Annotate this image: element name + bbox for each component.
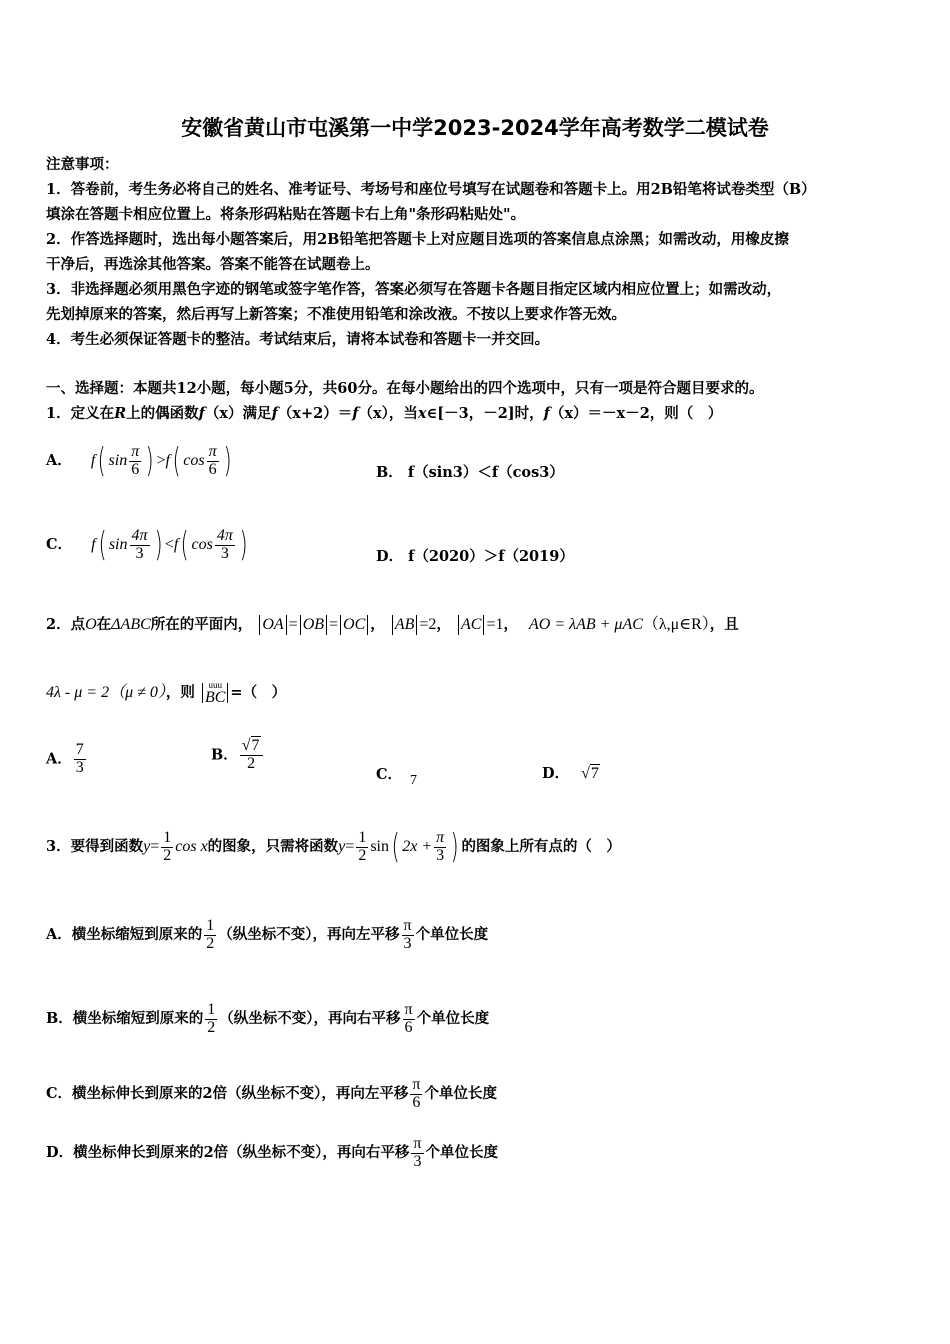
q2-text: 2．点 [46, 616, 86, 633]
option-label: C． [376, 766, 403, 783]
vec-OB: OB [302, 616, 325, 633]
fraction: $\frac{4\pi}{3}$ [216, 526, 233, 562]
q1-x: x [417, 405, 427, 422]
q3-option-b: B．横坐标缩短到原来的 $\frac{1}{2}$ （纵坐标不变），再向右平移 $\frac{\pi}{6}$ 个单位长度 [46, 1000, 490, 1036]
func-f: f [90, 452, 96, 469]
fraction: $\frac{\pi}{6}$ [131, 442, 140, 478]
q2-option-b [211, 738, 265, 773]
notice-heading: 注意事项： [46, 156, 119, 173]
vec-OA: OA [262, 616, 284, 633]
section-heading: 一、选择题：本题共12小题，每小题5分，共60分。在每小题给出的四个选项中，只有一项是符合题目要求的。 [46, 380, 764, 397]
vec-AB: AB [394, 616, 415, 633]
sin-label: sin [108, 452, 128, 469]
page-title: 安徽省黄山市屯溪第一中学2023-2024学年高考数学二模试卷 [181, 116, 769, 140]
sqrt: √7 [581, 765, 599, 782]
q1-text: （x+2）＝ [277, 405, 353, 422]
notice-line-6: 先划掉原来的答案，然后再写上新答案；不准使用铅笔和涂改液。不按以上要求作答无效。 [46, 306, 626, 323]
question-2-stem: 2．点O在ΔABC所在的平面内， OA = OB = OC ， AB =2， AC =1， AO = λAB + μAC（λ,μ∈R），且 [46, 616, 739, 633]
q1-text: （x），当 [358, 405, 418, 422]
q3-text: 3．要得到函数 [46, 838, 144, 855]
question-2-stem-cont: 4λ - μ = 2（μ ≠ 0），则 uuu BC =（ ） [46, 679, 287, 706]
notice-line-2: 填涂在答题卡相应位置上。将条形码粘贴在答题卡右上角"条形码粘贴处"。 [46, 206, 526, 223]
vec-OC: OC [343, 616, 366, 633]
q2-condition: （λ,μ∈R） [642, 616, 710, 633]
q1-f: f [352, 405, 359, 422]
q2-O: O [85, 616, 97, 633]
q1-text: 1．定义在 [46, 405, 115, 422]
notice-line-5: 3．非选择题必须用黑色字迹的钢笔或签字笔作答，答案必须写在答题卡各题目指定区域内相应位置上；如需改动， [46, 281, 782, 298]
vec-AC: AC [460, 616, 482, 633]
q1-text: （x）满足 [204, 405, 272, 422]
fraction: $\frac{\pi}{6}$ [412, 1075, 421, 1111]
q3-option-c: C．横坐标伸长到原来的2倍（纵坐标不变），再向左平移 $\frac{\pi}{6}$ 个单位长度 [46, 1075, 497, 1111]
q2-equation: 4λ - μ = 2（μ ≠ 0） [46, 684, 166, 701]
option-label: A． [46, 452, 72, 469]
q3-text: 的图象上所有点的（ ） [461, 838, 621, 855]
fraction: $\frac{\pi}{6}$ [208, 442, 217, 478]
func-f: f [173, 536, 179, 553]
option-label: A． [46, 750, 72, 768]
question-3-stem: 3．要得到函数y= $\frac{1}{2}$ cos x的图象，只需将函数y= $\frac{1}{2}$ sin( 2x + $\frac{\pi}{3}$ ) 的图象上所有点的（ ） [46, 827, 621, 867]
func-f: f [91, 536, 96, 553]
option-label: D． [376, 548, 404, 565]
q1-text: ∈[－3，－2]时， [426, 405, 544, 422]
sin-label: sin [108, 536, 128, 553]
fraction: $\frac{\pi}{3}$ [413, 1134, 422, 1170]
func-f: f [165, 452, 170, 469]
q1-f: f [271, 405, 278, 422]
q2-triangle: ΔABC [111, 616, 151, 633]
option-text: f（2020）＞f（2019） [408, 548, 574, 565]
fraction: $\frac{\pi}{6}$ [404, 1000, 413, 1036]
q1-option-d [376, 545, 574, 566]
fraction: $\frac{1}{2}$ [206, 916, 215, 952]
fraction: $\frac{7}{3}$ [75, 741, 84, 776]
fraction: $\frac{1}{2}$ [207, 1000, 216, 1036]
q2-option-c: C． 7 [376, 766, 418, 788]
q2-text: 在 [96, 616, 112, 633]
q3-text: 的图象，只需将函数 [207, 838, 339, 855]
less-sign: < [164, 536, 174, 553]
q2-option-d [542, 762, 600, 783]
option-label: D． [542, 765, 570, 782]
vec-equation: AO = λAB + μAC [529, 616, 643, 633]
notice-line-4: 干净后，再选涂其他答案。答案不能答在试题卷上。 [46, 256, 380, 273]
q1-R: R [114, 405, 127, 422]
greater-sign: > [156, 452, 166, 469]
q1-option-c: C． f( sin $\frac{4\pi}{3}$ ) <f( cos $\frac{4\pi}{3}$ ) [46, 525, 248, 565]
sqrt: √7 [241, 737, 260, 754]
q3-option-a: A．横坐标缩短到原来的 $\frac{1}{2}$ （纵坐标不变），再向左平移 $\frac{\pi}{3}$ 个单位长度 [46, 916, 489, 952]
fraction: $\frac{\pi}{3}$ [403, 916, 412, 952]
question-1-stem [46, 402, 722, 423]
notice-line-7: 4．考生必须保证答题卡的整洁。考试结束后，请将本试卷和答题卡一并交回。 [46, 331, 550, 348]
option-label: C． [46, 536, 73, 553]
cos-label: cos [191, 536, 213, 553]
fraction: $\frac{√7}{2}$ [240, 738, 263, 773]
q1-f: f [198, 405, 205, 422]
option-label: B． [376, 464, 403, 481]
fraction: $\frac{\pi}{3}$ [436, 828, 445, 864]
fraction: $\frac{1}{2}$ [163, 828, 172, 864]
option-label: B． [211, 746, 238, 764]
fraction: $\frac{4\pi}{3}$ [131, 526, 148, 562]
q2-text: 所在的平面内， [150, 616, 253, 633]
q1-f: f [543, 405, 550, 422]
option-text: f（sin3）＜f（cos3） [407, 464, 564, 481]
notice-line-3: 2．作答选择题时，选出每小题答案后，用2B铅笔把答题卡上对应题目选项的答案信息点涂黑；如需改动，用橡皮擦 [46, 231, 789, 248]
q1-text: （x）＝－x－2，则（ ） [549, 405, 723, 422]
cos-label: cos [183, 452, 205, 469]
q2-option-a [46, 742, 88, 777]
q1-option-a: A． f( sin $\frac{\pi}{6}$ ) >f( cos $\frac{\pi}{6}$ ) [46, 441, 232, 481]
vec-BC: uuu BC [204, 679, 226, 706]
notice-line-1: 1．答卷前，考生务必将自己的姓名、准考证号、考场号和座位号填写在试题卷和答题卡上。用2B铅笔将试卷类型（B） [46, 181, 816, 198]
q1-text: 上的偶函数 [126, 405, 199, 422]
q3-option-d: D．横坐标伸长到原来的2倍（纵坐标不变），再向右平移 $\frac{\pi}{3}$ 个单位长度 [46, 1134, 498, 1170]
fraction: $\frac{1}{2}$ [358, 828, 367, 864]
q1-option-b [376, 461, 564, 482]
